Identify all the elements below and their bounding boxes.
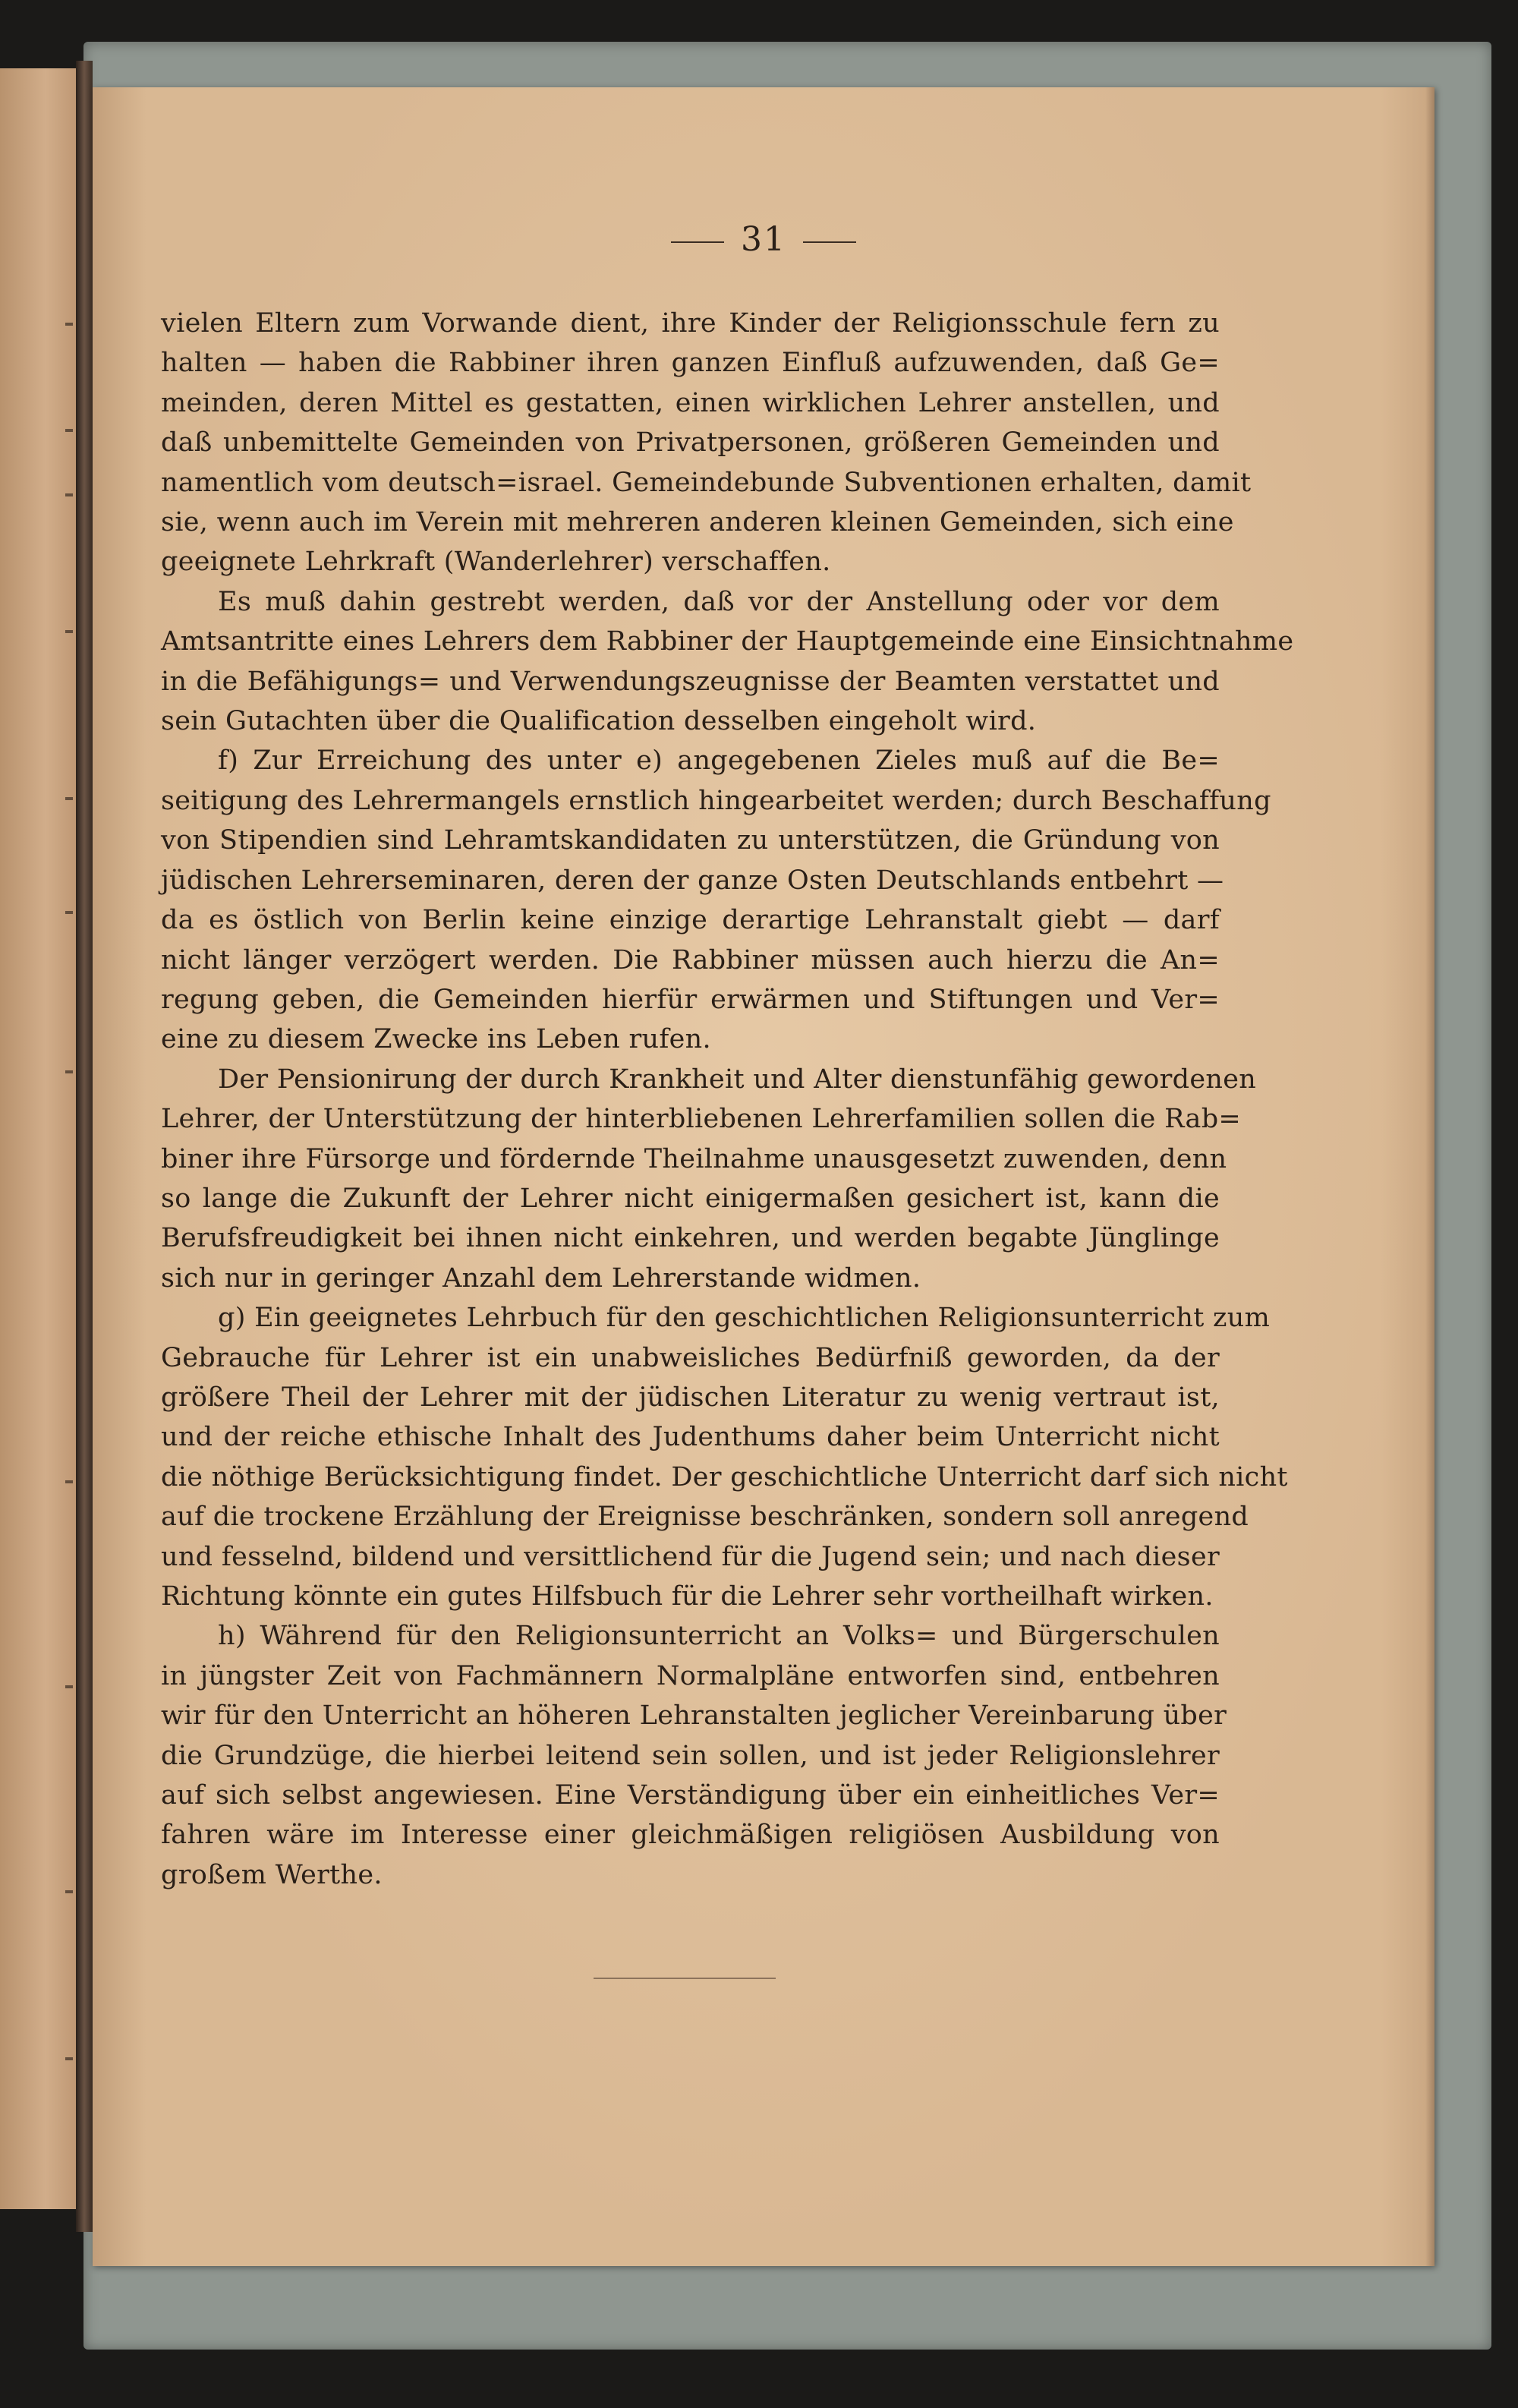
text-line: geeignete Lehrkraft (Wanderlehrer) verschaffen.: [161, 547, 831, 578]
bleed-mark: [65, 2057, 73, 2060]
bleed-mark: [65, 1890, 73, 1893]
text-line: biner ihre Fürsorge und fördernde Theilnahme unausgesetzt zuwenden, denn: [161, 1143, 1227, 1174]
text-line: Der Pensionirung der durch Krankheit und Alter dienstunfähig gewordenen: [218, 1064, 1257, 1095]
page-number-header: [93, 220, 1435, 259]
text-line: sie, wenn auch im Verein mit mehreren anderen kleinen Gemeinden, sich eine: [161, 507, 1234, 538]
text-line: Richtung könnte ein gutes Hilfsbuch für die Lehrer sehr vortheilhaft wirken.: [161, 1581, 1214, 1612]
text-line: h) Während für den Religionsunterricht an Volks= und Bürgerschulen: [218, 1621, 1220, 1652]
bleed-mark: [65, 911, 73, 914]
text-line: von Stipendien sind Lehramtskandidaten zu unterstützen, die Gründung von: [161, 825, 1220, 856]
text-line: regung geben, die Gemeinden hierfür erwärmen und Stiftungen und Ver=: [161, 984, 1220, 1015]
text-line: in die Befähigungs= und Verwendungszeugnisse der Beamten verstattet und: [161, 666, 1220, 697]
bleed-mark: [65, 630, 73, 633]
dash-right: [803, 241, 856, 243]
text-line: sich nur in geringer Anzahl dem Lehrerstande widmen.: [161, 1262, 921, 1294]
text-line: sein Gutachten über die Qualification desselben eingeholt wird.: [161, 706, 1037, 737]
text-line: Amtsantritte eines Lehrers dem Rabbiner der Hauptgemeinde eine Einsichtnahme: [161, 626, 1294, 657]
bleed-mark: [65, 1480, 73, 1483]
text-line: auf sich selbst angewiesen. Eine Verständigung über ein einheitliches Ver=: [161, 1780, 1220, 1811]
text-line: daß unbemittelte Gemeinden von Privatpersonen, größeren Gemeinden und: [161, 427, 1220, 459]
text-line: größere Theil der Lehrer mit der jüdischen Literatur zu wenig vertraut ist,: [161, 1382, 1220, 1413]
text-line: vielen Eltern zum Vorwande dient, ihre Kinder der Religionsschule fern zu: [161, 308, 1220, 339]
text-line: und der reiche ethische Inhalt des Judenthums daher beim Unterricht nicht: [161, 1422, 1220, 1453]
text-line: eine zu diesem Zwecke ins Leben rufen.: [161, 1024, 711, 1055]
text-line: nicht länger verzögert werden. Die Rabbiner müssen auch hierzu die An=: [161, 944, 1220, 975]
bleed-mark: [65, 1685, 73, 1688]
text-line: auf die trockene Erzählung der Ereignisse beschränken, sondern soll anregend: [161, 1502, 1249, 1533]
text-line: großem Werthe.: [161, 1859, 383, 1890]
bleed-mark: [65, 1070, 73, 1073]
text-line: halten — haben die Rabbiner ihren ganzen Einfluß aufzuwenden, daß Ge=: [161, 348, 1220, 379]
page-number: 31: [741, 220, 786, 259]
page-body-text: [161, 304, 1294, 1895]
text-line: und fesselnd, bildend und versittlichend für die Jugend sein; und nach dieser: [161, 1541, 1220, 1572]
text-line: in jüngster Zeit von Fachmännern Normalpläne entworfen sind, entbehren: [161, 1660, 1220, 1691]
bleed-mark: [65, 323, 73, 326]
page-edge-shadow: [1425, 87, 1435, 2266]
text-line: namentlich vom deutsch=israel. Gemeindebunde Subventionen erhalten, damit: [161, 467, 1252, 498]
text-line: da es östlich von Berlin keine einzige derartige Lehranstalt giebt — darf: [161, 905, 1220, 936]
bleed-mark: [65, 429, 73, 432]
text-line: f) Zur Erreichung des unter e) angegebenen Zieles muß auf die Be=: [218, 745, 1220, 777]
bleed-mark: [65, 797, 73, 800]
dash-left: [671, 241, 724, 243]
previous-page-edge: [0, 68, 76, 2209]
text-line: jüdischen Lehrerseminaren, deren der ganze Osten Deutschlands entbehrt —: [161, 865, 1224, 896]
text-line: seitigung des Lehrermangels ernstlich hingearbeitet werden; durch Beschaffung: [161, 785, 1271, 816]
book-page: [93, 87, 1435, 2266]
text-line: g) Ein geeignetes Lehrbuch für den geschichtlichen Religionsunterricht zum: [218, 1303, 1271, 1334]
text-line: wir für den Unterricht an höheren Lehranstalten jeglicher Vereinbarung über: [161, 1700, 1227, 1732]
book-gutter: [76, 61, 93, 2232]
text-line: so lange die Zukunft der Lehrer nicht einigermaßen gesichert ist, kann die: [161, 1183, 1220, 1214]
text-line: fahren wäre im Interesse einer gleichmäßigen religiösen Ausbildung von: [161, 1820, 1220, 1851]
text-line: meinden, deren Mittel es gestatten, einen wirklichen Lehrer anstellen, und: [161, 387, 1220, 418]
text-line: Lehrer, der Unterstützung der hinterbliebenen Lehrerfamilien sollen die Rab=: [161, 1104, 1242, 1135]
bleed-mark: [65, 493, 73, 496]
text-line: die nöthige Berücksichtigung findet. Der geschichtliche Unterricht darf sich nicht: [161, 1461, 1288, 1492]
closing-rule: [594, 1978, 776, 1979]
text-line: Es muß dahin gestrebt werden, daß vor der Anstellung oder vor dem: [218, 586, 1220, 617]
text-line: Gebrauche für Lehrer ist ein unabweisliches Bedürfniß geworden, da der: [161, 1342, 1220, 1373]
text-line: die Grundzüge, die hierbei leitend sein sollen, und ist jeder Religionslehrer: [161, 1740, 1220, 1771]
text-line: Berufsfreudigkeit bei ihnen nicht einkehren, und werden begabte Jünglinge: [161, 1223, 1220, 1254]
